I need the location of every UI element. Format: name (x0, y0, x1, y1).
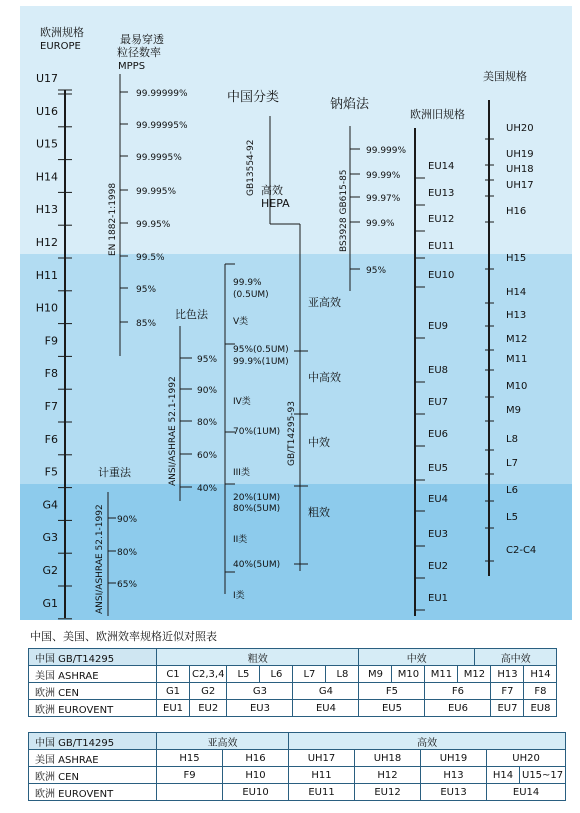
filter-comparison-diagram (20, 6, 572, 620)
table-cell: EU10 (223, 784, 289, 801)
class-note: 40%(5UM) (233, 560, 281, 570)
us-grade: UH18 (506, 164, 534, 175)
table-cell: H13 (421, 767, 487, 784)
class-note: II类 (233, 535, 248, 545)
colorimetric-value: 80% (197, 418, 218, 428)
gravimetric-value: 90% (117, 515, 138, 525)
eurovent-grade: EU1 (428, 593, 448, 604)
gravimetric-value: 65% (117, 580, 138, 590)
euro-grade-label: G4 (42, 498, 58, 512)
table-cell: EU7 (491, 700, 524, 717)
table-cell: UH18 (355, 750, 421, 767)
table-cell: L5 (227, 666, 260, 683)
row-header: 美国 ASHRAE (29, 666, 157, 683)
table-cell: EU3 (227, 700, 293, 717)
row-header: 中国 GB/T14295 (29, 649, 157, 666)
eurovent-title: 欧洲旧规格 (410, 108, 465, 121)
us-grade: L7 (506, 458, 518, 469)
eurovent-grade: EU3 (428, 529, 448, 540)
sodium-value: 95% (366, 266, 387, 276)
table-cell: 中效 (359, 649, 475, 666)
bs3928-label: BS3928 GB615-85 (339, 169, 349, 252)
table-cell: C2,3,4 (190, 666, 227, 683)
table-cell: H16 (223, 750, 289, 767)
eurovent-grade: EU11 (428, 241, 455, 252)
mpps-header-sub: MPPS (118, 61, 146, 72)
us-grade: L5 (506, 512, 518, 523)
hepa-label-zh: 高效 (261, 184, 283, 197)
comparison-table-1 (28, 648, 557, 717)
gb13554-label: GB13554-92 (246, 139, 256, 196)
table-cell: 粗效 (157, 649, 359, 666)
comparison-caption: 中国、美国、欧洲效率规格近似对照表 (30, 630, 217, 643)
hepa-label-en: HEPA (261, 197, 290, 210)
eurovent-grade: EU9 (428, 321, 448, 332)
china-class-label: 粗效 (308, 506, 330, 519)
table-row (29, 733, 566, 750)
table-row (29, 700, 557, 717)
euro-grade-label: G3 (42, 531, 58, 545)
mpps-value: 99.9995% (136, 153, 182, 163)
euro-grade-label: H11 (35, 268, 58, 282)
china-class-label: 中效 (308, 436, 330, 449)
euro-grade-label: U16 (35, 104, 58, 118)
us-grade: L8 (506, 434, 518, 445)
table-cell: C1 (157, 666, 190, 683)
colorimetric-value: 90% (197, 386, 218, 396)
euro-grade-label: G2 (42, 564, 58, 577)
table-cell: F7 (491, 683, 524, 700)
table-cell: EU8 (524, 700, 557, 717)
table-cell: G3 (227, 683, 293, 700)
table-cell: EU13 (421, 784, 487, 801)
euro-grade-label: H10 (35, 301, 58, 315)
us-grade: UH17 (506, 180, 534, 191)
class-note: 95%(0.5UM) (233, 345, 289, 355)
table-row (29, 649, 557, 666)
eurovent-grade: EU10 (428, 270, 455, 281)
class-note: 99.9%(1UM) (233, 357, 289, 367)
eurovent-grade: EU6 (428, 429, 448, 440)
table-cell: G4 (293, 683, 359, 700)
table-cell: UH19 (421, 750, 487, 767)
gravimetric-value: 80% (117, 548, 138, 558)
euro-grade-label: H14 (35, 170, 58, 184)
eurovent-grade: EU7 (428, 397, 448, 408)
sodium-value: 99.9% (366, 219, 395, 229)
eurovent-grade: EU2 (428, 561, 448, 572)
table-cell: M9 (359, 666, 392, 683)
mpps-value: 99.99995% (136, 121, 188, 131)
table-row (29, 666, 557, 683)
table-cell: F8 (524, 683, 557, 700)
table-cell: G2 (190, 683, 227, 700)
us-grade: M9 (506, 405, 521, 416)
table-row (29, 784, 566, 801)
table-cell: H15 (157, 750, 223, 767)
table-cell: EU2 (190, 700, 227, 717)
euro-header-sub: EUROPE (40, 41, 81, 52)
table-cell: EU1 (157, 700, 190, 717)
eurovent-grade: EU13 (428, 188, 455, 199)
us-grade: H15 (506, 253, 527, 264)
china-title: 中国分类 (227, 90, 280, 105)
mpps-value: 99.99999% (136, 89, 188, 99)
colorimetric-value: 95% (197, 355, 218, 365)
en-standard-label: EN 1882-1:1998 (108, 182, 118, 256)
class-note: III类 (233, 468, 250, 478)
colorimetric-value: 40% (197, 484, 218, 494)
table-cell: H14 (487, 767, 520, 784)
table-cell: U15~17 (520, 767, 566, 784)
table-cell: F6 (425, 683, 491, 700)
gbt14295-label: GB/T14295-93 (287, 400, 297, 466)
eurovent-grade: EU4 (428, 494, 448, 505)
sodium-value: 99.99% (366, 171, 401, 181)
mpps-value: 99.995% (136, 187, 177, 197)
us-grade: L6 (506, 485, 518, 496)
us-grade: M10 (506, 381, 528, 392)
row-header: 欧洲 CEN (29, 767, 157, 784)
table-cell: H11 (289, 767, 355, 784)
euro-grade-label: H13 (35, 203, 58, 217)
china-class-label: 中高效 (308, 371, 341, 384)
table-cell: F5 (359, 683, 425, 700)
mpps-header: 最易穿透 (120, 33, 164, 46)
table-cell: G1 (157, 683, 190, 700)
table-cell: H10 (223, 767, 289, 784)
eurovent-grade: EU12 (428, 214, 455, 225)
class-note: IV类 (233, 397, 251, 407)
row-header: 美国 ASHRAE (29, 750, 157, 767)
table-cell: H14 (524, 666, 557, 683)
table-cell: M10 (392, 666, 425, 683)
class-note: 80%(5UM) (233, 504, 281, 514)
euro-grade-label: U17 (35, 72, 58, 85)
row-header: 欧洲 EUROVENT (29, 700, 157, 717)
class-note: (0.5UM) (233, 290, 269, 300)
table-cell: EU6 (425, 700, 491, 717)
us-grade: C2-C4 (506, 545, 537, 556)
table-cell: M12 (458, 666, 491, 683)
eurovent-grade: EU5 (428, 463, 448, 474)
table-row (29, 750, 566, 767)
euro-grade-label: G1 (42, 596, 58, 610)
us-grade: H14 (506, 287, 527, 298)
us-grade: H16 (506, 206, 527, 217)
euro-grade-label: F9 (44, 334, 58, 348)
sodium-value: 99.999% (366, 146, 407, 156)
row-header: 欧洲 EUROVENT (29, 784, 157, 801)
table-cell: UH17 (289, 750, 355, 767)
mpps-header: 粒径数率 (117, 46, 161, 59)
table-cell: EU4 (293, 700, 359, 717)
us-grade: M12 (506, 334, 528, 345)
table-row (29, 767, 566, 784)
euro-grade-label: F7 (44, 400, 58, 413)
us-grade: UH19 (506, 149, 534, 160)
china-class-label: 亚高效 (308, 296, 341, 309)
class-note: 99.9% (233, 278, 262, 288)
mpps-value: 85% (136, 319, 157, 329)
class-note: I类 (233, 591, 245, 601)
class-note: 70%(1UM) (233, 427, 281, 437)
table-cell: EU14 (487, 784, 566, 801)
us-title: 美国规格 (483, 70, 527, 83)
table-cell: L7 (293, 666, 326, 683)
ashrae-gravimetric-label: ANSI/ASHRAE 52.1-1992 (95, 504, 105, 614)
euro-grade-label: U15 (35, 137, 58, 151)
gravimetric-title: 计重法 (98, 466, 131, 479)
eurovent-grade: EU14 (428, 161, 455, 172)
table-cell: L8 (326, 666, 359, 683)
sodium-value: 99.97% (366, 194, 401, 204)
table-row (29, 683, 557, 700)
class-note: V类 (233, 317, 249, 327)
euro-grade-label: F5 (44, 465, 58, 479)
us-grade: H13 (506, 310, 527, 321)
sodium-title: 钠焰法 (330, 97, 370, 112)
table-cell: 亚高效 (157, 733, 289, 750)
mpps-value: 99.95% (136, 220, 171, 230)
table-cell: 高效 (289, 733, 566, 750)
ashrae-colorimetric-label: ANSI/ASHRAE 52.1-1992 (168, 376, 178, 486)
euro-header: 欧洲规格 (40, 26, 84, 39)
eurovent-grade: EU8 (428, 365, 448, 376)
us-grade: M11 (506, 354, 528, 365)
table-cell: L6 (260, 666, 293, 683)
table-cell: UH20 (487, 750, 566, 767)
table-cell: EU12 (355, 784, 421, 801)
table-cell: F9 (157, 767, 223, 784)
table-cell: M11 (425, 666, 458, 683)
colorimetric-title: 比色法 (175, 308, 208, 321)
euro-grade-label: F8 (44, 367, 58, 381)
table-cell: EU5 (359, 700, 425, 717)
class-note: 20%(1UM) (233, 493, 281, 503)
row-header: 欧洲 CEN (29, 683, 157, 700)
us-grade: UH20 (506, 123, 534, 134)
euro-grade-label: H12 (35, 236, 58, 249)
table-cell: 高中效 (474, 649, 557, 666)
mpps-value: 99.5% (136, 253, 165, 263)
row-header: 中国 GB/T14295 (29, 733, 157, 750)
table-cell (157, 784, 223, 801)
comparison-table-2 (28, 732, 566, 801)
table-cell: EU11 (289, 784, 355, 801)
table-cell: H13 (491, 666, 524, 683)
mpps-value: 95% (136, 285, 157, 295)
table-cell: H12 (355, 767, 421, 784)
colorimetric-value: 60% (197, 451, 218, 461)
euro-grade-label: F6 (44, 432, 58, 446)
